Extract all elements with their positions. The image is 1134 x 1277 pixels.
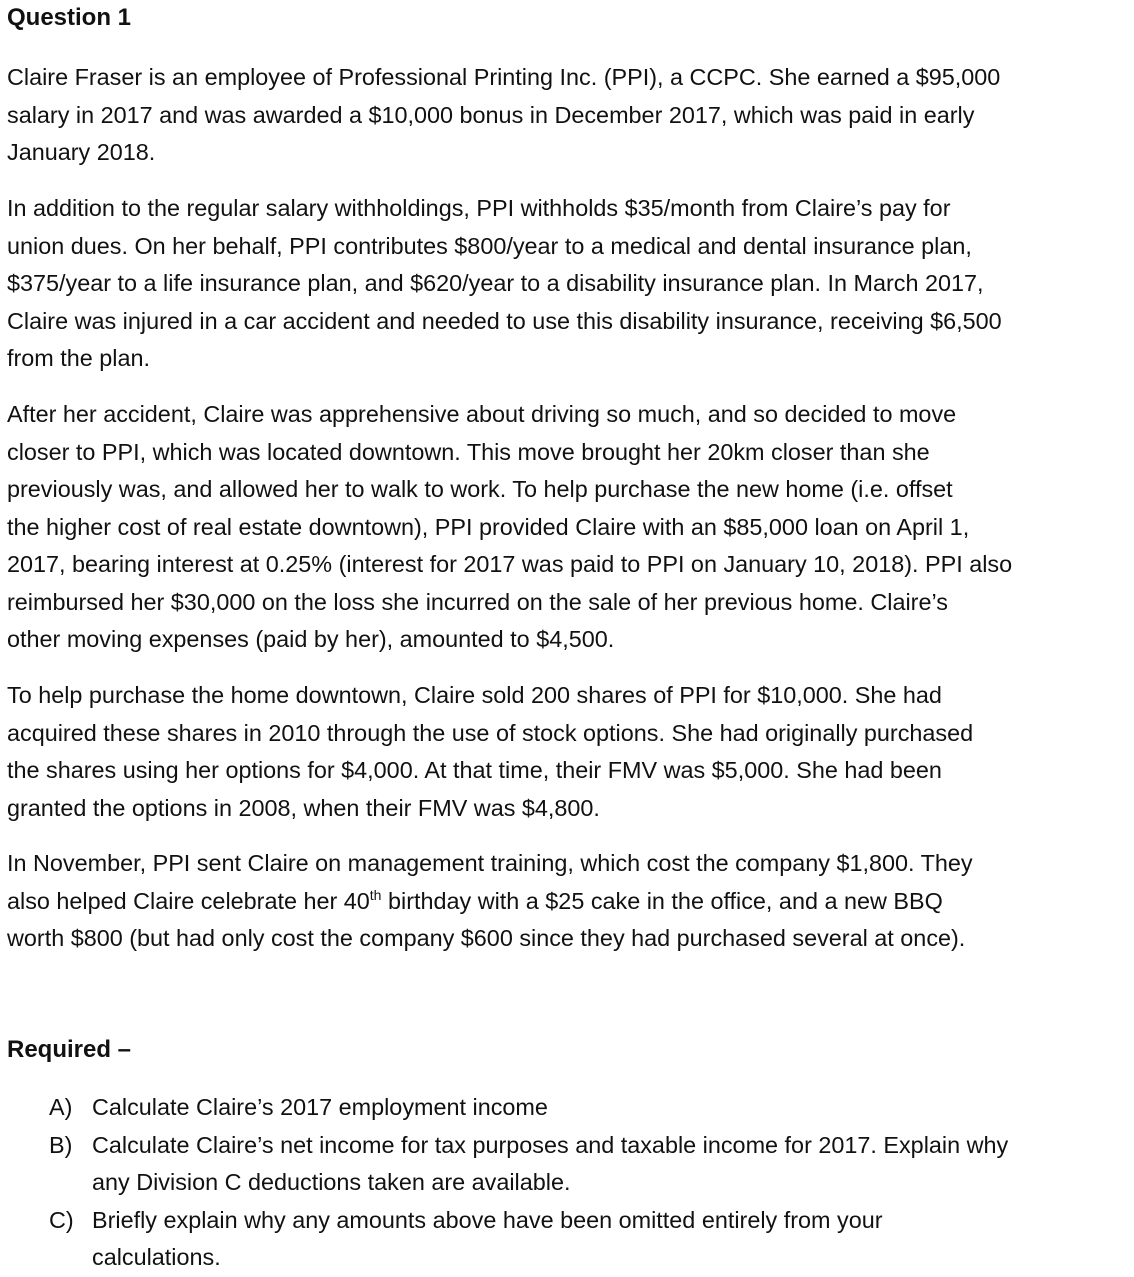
superscript: th — [369, 886, 382, 903]
text-line: Briefly explain why any amounts above have been omitted entirely from your — [92, 1206, 883, 1233]
paragraph-employment-details — [7, 59, 1117, 172]
list-item — [49, 1089, 1119, 1127]
text-line: any Division C deductions taken are available. — [92, 1169, 571, 1195]
text-line — [7, 883, 1117, 921]
text-fragment: birthday with a $25 cake in the office, and a new BBQ — [381, 887, 943, 914]
paragraph-withholdings — [7, 190, 1117, 378]
text-line: To help purchase the home downtown, Claire sold 200 shares of PPI for $10,000. She had — [7, 682, 942, 708]
text-line: calculations. — [92, 1244, 221, 1270]
list-marker: B) — [49, 1131, 73, 1158]
text-line: reimbursed her $30,000 on the loss she incurred on the sale of her previous home. Claire’s — [7, 588, 948, 615]
text-fragment: also helped Claire celebrate her 40 — [7, 887, 370, 914]
paragraph-relocation — [7, 396, 1117, 659]
text-line: union dues. On her behalf, PPI contributes $800/year to a medical and dental insurance plan, — [7, 232, 972, 259]
text-line: Calculate Claire’s net income for tax purposes and taxable income for 2017. Explain why — [92, 1131, 1009, 1158]
question-title: Question 1 — [7, 4, 132, 31]
required-title: Required – — [7, 1036, 132, 1063]
text-line: After her accident, Claire was apprehensive about driving so much, and so decided to move — [7, 401, 957, 427]
text-line: acquired these shares in 2010 through the use of stock options. She had originally purchased — [7, 719, 974, 746]
text-line: granted the options in 2008, when their FMV was $4,800. — [7, 794, 600, 821]
text-line: Calculate Claire’s 2017 employment income — [92, 1094, 548, 1120]
required-list — [49, 1089, 1119, 1277]
text-line: worth $800 (but had only cost the company $600 since they had purchased several at once). — [7, 925, 966, 951]
text-line: Claire Fraser is an employee of Professional Printing Inc. (PPI), a CCPC. She earned a $95,000 — [7, 64, 1001, 90]
text-line: January 2018. — [7, 139, 156, 165]
text-line: In November, PPI sent Claire on management training, which cost the company $1,800. They — [7, 850, 973, 876]
text-line: closer to PPI, which was located downtown. This move brought her 20km closer than she — [7, 438, 930, 465]
text-line: the higher cost of real estate downtown), PPI provided Claire with an $85,000 loan on April 1, — [7, 513, 970, 540]
text-line: from the plan. — [7, 345, 151, 371]
text-line: previously was, and allowed her to walk to work. To help purchase the new home (i.e. offset — [7, 476, 953, 502]
text-line: In addition to the regular salary withholdings, PPI withholds $35/month from Claire’s pay for — [7, 195, 951, 221]
text-line: other moving expenses (paid by her), amounted to $4,500. — [7, 626, 615, 652]
text-line: the shares using her options for $4,000. At that time, their FMV was $5,000. She had been — [7, 757, 942, 783]
list-marker: C) — [49, 1206, 74, 1233]
list-marker: A) — [49, 1094, 73, 1120]
text-line: Claire was injured in a car accident and needed to use this disability insurance, receiving $6,500 — [7, 307, 1002, 334]
list-item — [49, 1202, 1119, 1277]
list-item — [49, 1127, 1119, 1202]
text-line: $375/year to a life insurance plan, and $620/year to a disability insurance plan. In March 2017, — [7, 270, 984, 296]
paragraph-stock-options — [7, 677, 1117, 827]
text-line: 2017, bearing interest at 0.25% (interest for 2017 was paid to PPI on January 10, 2018). PPI also — [7, 551, 1013, 577]
paragraph-training-gifts — [7, 845, 1117, 958]
text-line: salary in 2017 and was awarded a $10,000 bonus in December 2017, which was paid in early — [7, 101, 975, 128]
